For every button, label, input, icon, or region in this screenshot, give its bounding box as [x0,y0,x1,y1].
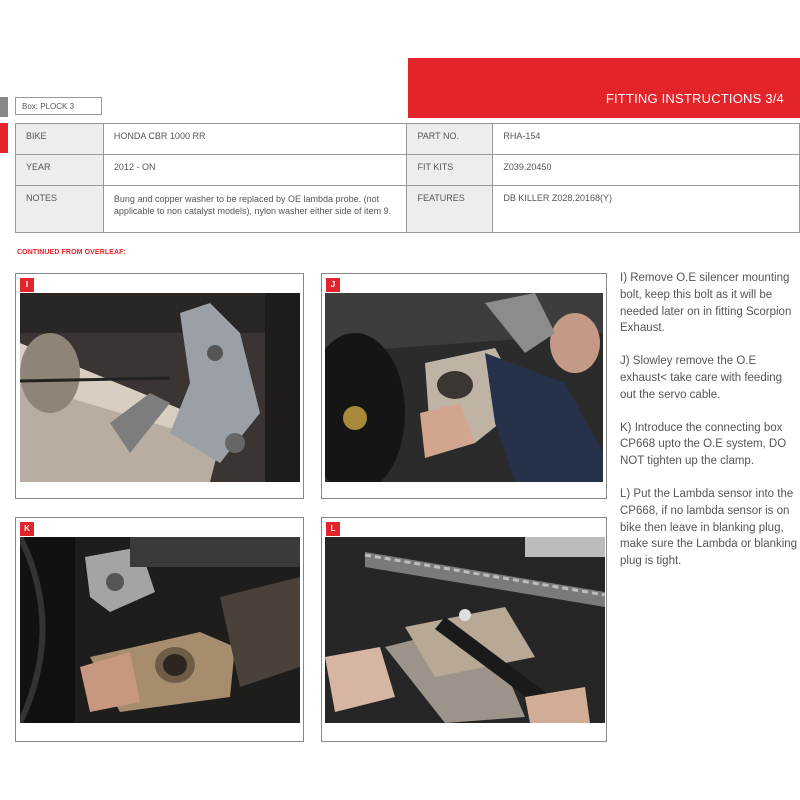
page-title: FITTING INSTRUCTIONS 3/4 [605,91,784,106]
spec-value-part-no: RHA-154 [493,124,800,155]
instruction-step-l: L) Put the Lambda sensor into the CP668, if no lambda sensor is on bike then leave in blanking plug, make sure the Lambda or blanking plug is tight. [620,487,798,568]
instruction-step-i: I) Remove O.E silencer mounting bolt, keep this bolt as it will be needed later on in fitting Scorpion Exhaust. [620,272,792,335]
spec-value-fit-kits: Z039.20450 [493,155,800,186]
step-badge-i: I [20,278,34,292]
connecting-box-photo [20,537,300,723]
spec-value-notes: Bung and copper washer to be replaced by OE lambda probe. (not applicable to non catalyst models), nylon washer either side of item 9. [103,186,407,233]
box-label: Box: PLOCK 3 [15,97,102,115]
photo-step-i [15,273,304,499]
step-badge-l: L [326,522,340,536]
spec-table [15,123,800,233]
table-row [16,155,800,186]
side-tab-red [0,123,8,153]
spec-label-bike: BIKE [16,124,104,155]
spec-value-features: DB KILLER Z028.20168(Y) [493,186,800,233]
photo-step-l [321,517,607,742]
table-row [16,186,800,233]
header-banner [408,58,800,118]
spec-label-fit-kits: FIT KITS [407,155,493,186]
spec-label-features: FEATURES [407,186,493,233]
instructions-list [620,270,798,586]
spec-label-part-no: PART NO. [407,124,493,155]
silencer-removal-photo [325,293,603,482]
side-tab-grey [0,97,8,117]
exhaust-bracket-photo [20,293,300,482]
spec-value-year: 2012 - ON [103,155,407,186]
lambda-sensor-photo [325,537,605,723]
instruction-step-k: K) Introduce the connecting box CP668 upto the O.E system, DO NOT tighten up the clamp. [620,421,787,468]
continued-label: CONTINUED FROM OVERLEAF: [17,249,126,256]
instruction-step-j: J) Slowley remove the O.E exhaust< take care with feeding out the servo cable. [620,355,783,401]
spec-label-notes: NOTES [16,186,104,233]
step-badge-j: J [326,278,340,292]
photo-step-k [15,517,304,742]
step-badge-k: K [20,522,34,536]
spec-label-year: YEAR [16,155,104,186]
photo-step-j [321,273,607,499]
table-row [16,124,800,155]
spec-value-bike: HONDA CBR 1000 RR [103,124,407,155]
